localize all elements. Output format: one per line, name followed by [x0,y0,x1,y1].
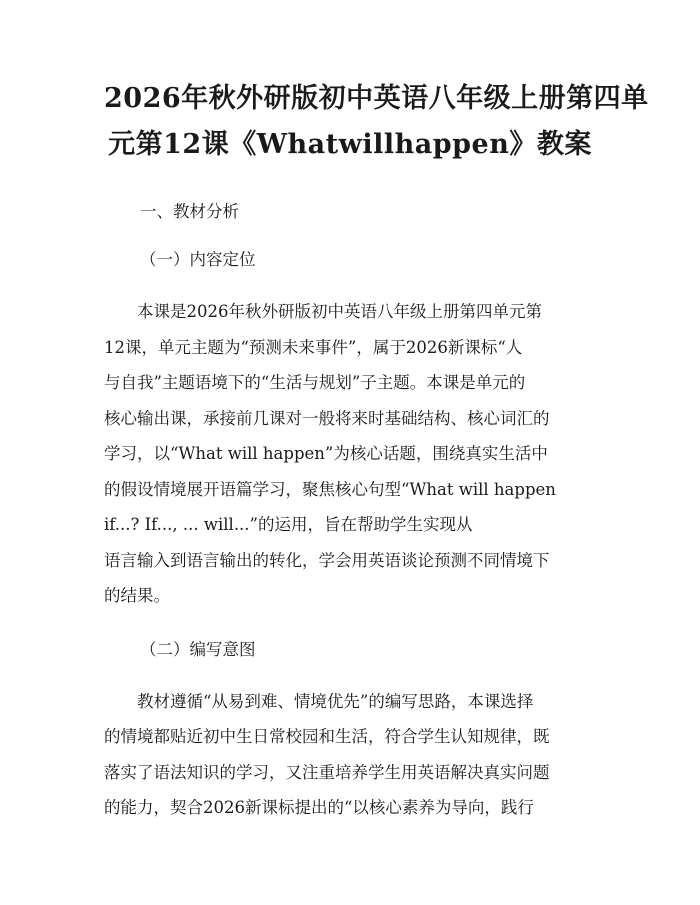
paragraph-content-positioning [104,294,596,614]
paragraph-line: 教材遵循“从易到难、情境优先”的编写思路，本课选择 [137,691,534,711]
subsection-heading-writing-intent: （二）编写意图 [140,639,256,659]
paragraph-line: 语言输入到语言输出的转化，学会用英语谈论预测不同情境下 [104,550,550,570]
paragraph-line: 与自我”主题语境下的“生活与规划”子主题。本课是单元的 [104,373,526,392]
title-line: 元第12课《Whatwillhappen》教案 [108,129,592,160]
paragraph-line: 的能力，契合2026新课标提出的“以核心素养为导向，践行 [104,798,534,817]
paragraph-line: 的结果。 [104,586,170,605]
paragraph-line: 学习，以“What will happen”为核心话题，围绕真实生活中 [104,444,548,463]
section-heading-textbook-analysis: 一、教材分析 [140,202,239,221]
paragraph-writing-intent [104,684,596,826]
paragraph-line: 12课，单元主题为“预测未来事件”，属于2026新课标“人 [104,337,523,357]
paragraph-line: 核心输出课，承接前几课对一般将来时基础结构、核心词汇的 [104,408,550,428]
title-line: 2026年秋外研版初中英语八年级上册第四单 [104,83,649,114]
paragraph-line: 的情境都贴近初中生日常校园和生活，符合学生认知规律，既 [104,727,550,746]
paragraph-line: 落实了语法知识的学习，又注重培养学生用英语解决真实问题 [104,762,550,782]
subsection-heading-content-positioning: （一）内容定位 [140,250,256,269]
paragraph-line: 本课是2026年秋外研版初中英语八年级上册第四单元第 [137,302,542,321]
document-title [104,0,649,168]
paragraph-line: 的假设情境展开语篇学习，聚焦核心句型“What will happen [104,479,556,499]
paragraph-line: if...? If..., ... will...”的运用，旨在帮助学生实现从 [104,515,473,534]
